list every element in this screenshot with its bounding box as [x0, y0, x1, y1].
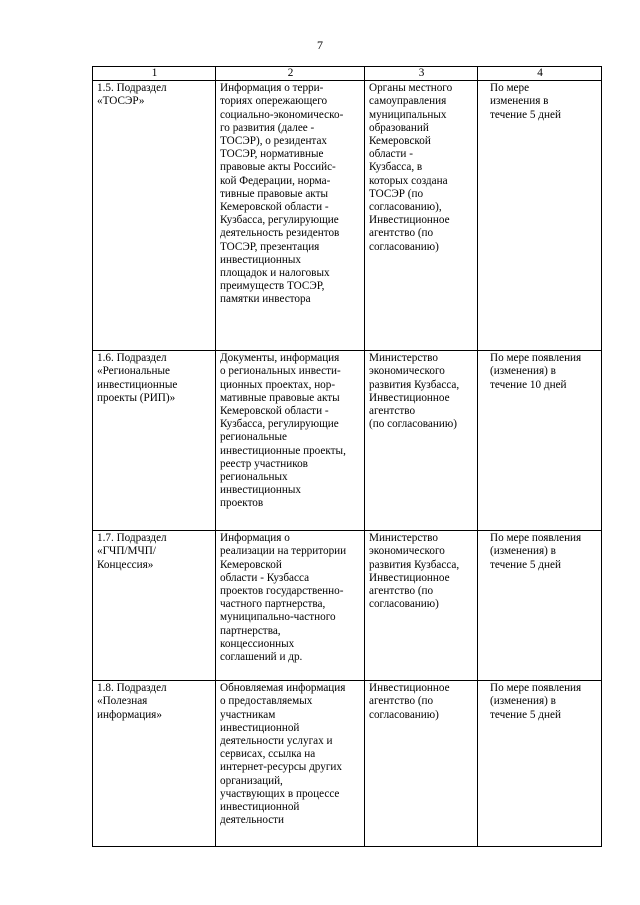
section-cell — [93, 681, 216, 847]
table-row — [93, 681, 602, 847]
section-cell — [93, 81, 216, 351]
content-text: Информация о терри- ториях опережающего социально-экономическо- го развития (далее - ТОСЭР), о резидентах ТОСЭР, нормативные правовые акты Российс- кой Федерации, норма- тивные правовые акты Кемеровской области - Кузбасса, регулирующие деятельность резидентов ТОСЭР, презентация инвестиционных площадок и налоговых преимуществ ТОСЭР, памятки инвестора — [220, 82, 344, 306]
responsible-cell — [365, 531, 478, 681]
column-header: 2 — [216, 67, 365, 81]
content-text: Обновляемая информация о предоставляемых участникам инвестиционной деятельности услугах и сервисах, ссылка на интернет-ресурсы других организаций, участвующих в процессе инвестиционной деятельности — [220, 682, 346, 827]
section-cell — [93, 531, 216, 681]
responsible-cell — [365, 351, 478, 531]
timing-cell — [478, 681, 602, 847]
content-cell — [216, 351, 365, 531]
section-text: 1.8. Подраздел «Полезная информация» — [97, 682, 167, 721]
responsible-text: Министерство экономического развития Кузбасса, Инвестиционное агентство (по согласованию) — [369, 352, 460, 431]
responsible-text: Инвестиционное агентство (по согласованию) — [369, 682, 450, 721]
content-text: Информация о реализации на территории Кемеровской области - Кузбасса проектов государственно- частного партнерства, муниципально-частного партнерства, концессионных соглашений и др. — [220, 532, 347, 664]
responsible-cell — [365, 81, 478, 351]
content-text: Документы, информация о региональных инвести- ционных проектах, нор- мативные правовые акты Кемеровской области - Кузбасса, регулирующие региональные инвестиционные проекты, реестр участников региональных инвестиционных проектов — [220, 352, 346, 510]
timing-cell — [478, 351, 602, 531]
table-row — [93, 531, 602, 681]
table-row — [93, 81, 602, 351]
responsible-text: Органы местного самоуправления муниципальных образований Кемеровской области - Кузбасса, в которых создана ТОСЭР (по согласованию), Инвестиционное агентство (по согласованию) — [369, 82, 453, 253]
content-cell — [216, 681, 365, 847]
timing-text: По мере появления (изменения) в течение 5 дней — [490, 532, 582, 571]
page-number: 7 — [317, 38, 323, 52]
responsible-text: Министерство экономического развития Кузбасса, Инвестиционное агентство (по согласованию) — [369, 532, 460, 611]
section-cell — [93, 351, 216, 531]
responsible-cell — [365, 681, 478, 847]
timing-text: По мере появления (изменения) в течение 10 дней — [490, 352, 582, 391]
column-header: 3 — [365, 67, 478, 81]
column-header: 1 — [93, 67, 216, 81]
timing-cell — [478, 81, 602, 351]
timing-cell — [478, 531, 602, 681]
section-text: 1.6. Подраздел «Региональные инвестиционные проекты (РИП)» — [97, 352, 178, 404]
section-text: 1.7. Подраздел «ГЧП/МЧП/ Концессия» — [97, 532, 167, 571]
timing-text: По мере появления (изменения) в течение 5 дней — [490, 682, 582, 721]
timing-text: По мере изменения в течение 5 дней — [490, 82, 561, 121]
table-row — [93, 351, 602, 531]
table-header-row — [93, 67, 602, 81]
document-table — [92, 66, 602, 847]
column-header: 4 — [478, 67, 602, 81]
section-text: 1.5. Подраздел «ТОСЭР» — [97, 82, 167, 108]
content-cell — [216, 531, 365, 681]
content-cell — [216, 81, 365, 351]
